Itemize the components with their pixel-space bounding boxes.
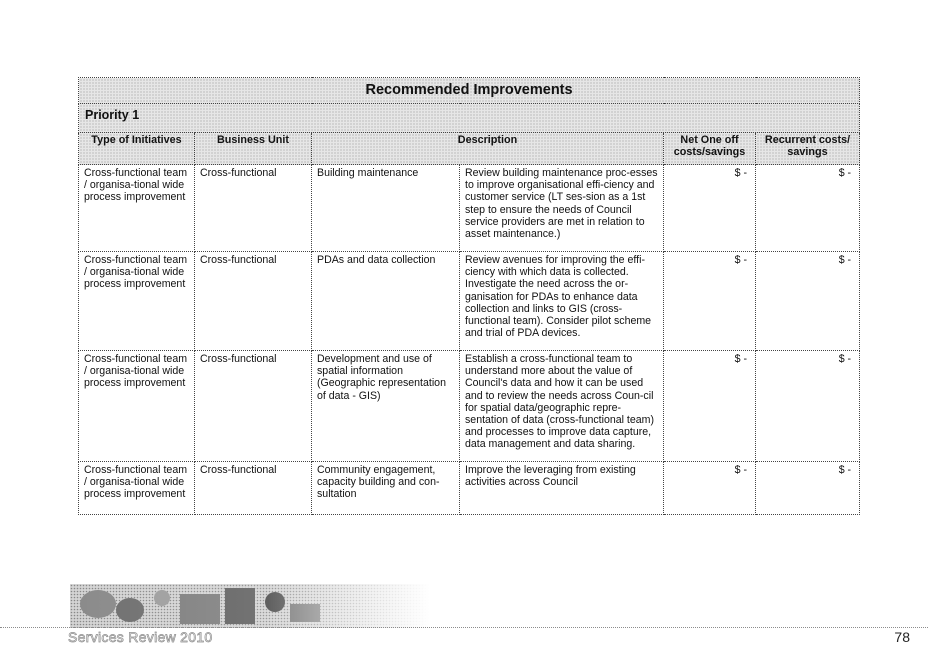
description-topic-cell: Development and use of spatial information (Geographic representation of data - GIS) bbox=[312, 351, 460, 462]
header-type: Type of Initiatives bbox=[79, 133, 195, 165]
initiative-type-cell: Cross-functional team / organisa-tional wide process improvement bbox=[79, 462, 195, 515]
recurrent-cell: $ - bbox=[756, 351, 860, 462]
initiative-type-cell: Cross-functional team / organisa-tional wide process improvement bbox=[79, 165, 195, 252]
description-topic-cell: Community engagement, capacity building and con-sultation bbox=[312, 462, 460, 515]
business-unit-cell: Cross-functional bbox=[195, 252, 312, 351]
priority-label: Priority 1 bbox=[79, 104, 860, 133]
recurrent-cell: $ - bbox=[756, 252, 860, 351]
description-detail-cell: Review building maintenance proc-esses to improve organisational effi-ciency and customer service (LT ses-sion as a 1st step to ensure the needs of Council service providers are met in relation to asset maintenance.) bbox=[460, 165, 664, 252]
table-row bbox=[79, 351, 860, 462]
description-topic-cell: Building maintenance bbox=[312, 165, 460, 252]
header-net-one-off: Net One off costs/savings bbox=[664, 133, 756, 165]
footer-divider bbox=[0, 627, 928, 628]
net-one-off-cell: $ - bbox=[664, 462, 756, 515]
table-row bbox=[79, 252, 860, 351]
recommended-improvements-table bbox=[78, 77, 860, 515]
business-unit-cell: Cross-functional bbox=[195, 462, 312, 515]
recurrent-cell: $ - bbox=[756, 165, 860, 252]
footer-title: Services Review 2010 bbox=[68, 629, 213, 645]
business-unit-cell: Cross-functional bbox=[195, 351, 312, 462]
table-row bbox=[79, 462, 860, 515]
header-recurrent: Recurrent costs/ savings bbox=[756, 133, 860, 165]
net-one-off-cell: $ - bbox=[664, 252, 756, 351]
description-detail-cell: Review avenues for improving the effi-ciency with which data is collected. Investigate the need across the or-ganisation for PDAs to enhance data collection and links to GIS (cross-functional team). Consider pilot scheme and trial of PDA devices. bbox=[460, 252, 664, 351]
header-row bbox=[79, 133, 860, 165]
footer-photo-strip bbox=[70, 584, 430, 628]
initiative-type-cell: Cross-functional team / organisa-tional wide process improvement bbox=[79, 252, 195, 351]
page-number: 78 bbox=[894, 629, 910, 645]
header-description: Description bbox=[312, 133, 664, 165]
recurrent-cell: $ - bbox=[756, 462, 860, 515]
header-business-unit: Business Unit bbox=[195, 133, 312, 165]
business-unit-cell: Cross-functional bbox=[195, 165, 312, 252]
net-one-off-cell: $ - bbox=[664, 165, 756, 252]
table-title: Recommended Improvements bbox=[79, 78, 860, 104]
table-row bbox=[79, 165, 860, 252]
net-one-off-cell: $ - bbox=[664, 351, 756, 462]
description-topic-cell: PDAs and data collection bbox=[312, 252, 460, 351]
initiative-type-cell: Cross-functional team / organisa-tional wide process improvement bbox=[79, 351, 195, 462]
description-detail-cell: Improve the leveraging from existing activities across Council bbox=[460, 462, 664, 515]
description-detail-cell: Establish a cross-functional team to understand more about the value of Council's data and how it can be used and to review the needs across Coun-cil for spatial data/geographic repre-sentation of data (cross-functional team) and processes to improve data capture, data management and data sharing. bbox=[460, 351, 664, 462]
